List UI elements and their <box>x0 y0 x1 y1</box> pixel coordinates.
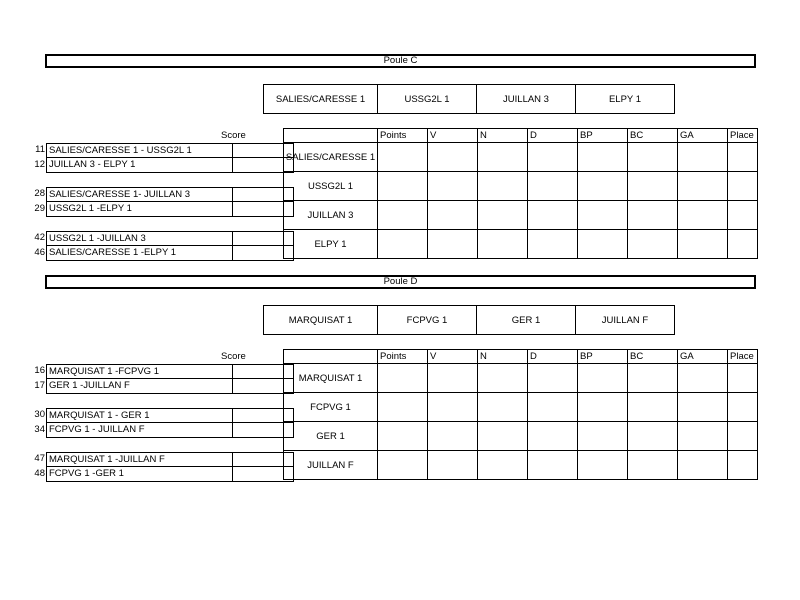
column-header: Place <box>728 129 758 143</box>
team-name: FCPVG 1 <box>284 393 378 422</box>
match-label: FCPVG 1 -GER 1 <box>46 467 233 482</box>
stat-cell[interactable] <box>628 143 678 172</box>
match-row <box>31 423 264 438</box>
stat-cell[interactable] <box>378 364 428 393</box>
standings-row <box>284 364 758 393</box>
stat-cell[interactable] <box>428 393 478 422</box>
teams-header <box>263 305 675 335</box>
stat-cell[interactable] <box>578 422 628 451</box>
column-header: D <box>528 350 578 364</box>
column-header: BC <box>628 350 678 364</box>
stat-cell[interactable] <box>428 143 478 172</box>
standings-corner <box>284 129 378 143</box>
stat-cell[interactable] <box>428 422 478 451</box>
column-header: GA <box>678 129 728 143</box>
pool-d <box>0 221 800 521</box>
team-header-cell: USSG2L 1 <box>378 85 477 114</box>
match-row <box>31 158 264 173</box>
match-number: 28 <box>34 188 45 199</box>
column-header: BP <box>578 129 628 143</box>
stat-cell[interactable] <box>678 393 728 422</box>
stat-cell[interactable] <box>678 172 728 201</box>
match-label: USSG2L 1 -ELPY 1 <box>46 202 233 217</box>
match-number: 42 <box>34 232 45 243</box>
match-label: FCPVG 1 - JUILLAN F <box>46 423 233 438</box>
match-number: 17 <box>34 380 45 391</box>
match-number: 29 <box>34 203 45 214</box>
stat-cell[interactable] <box>578 451 628 480</box>
match-label: GER 1 -JUILLAN F <box>46 379 233 394</box>
standings-table <box>283 349 758 480</box>
stat-cell[interactable] <box>528 451 578 480</box>
match-label: MARQUISAT 1 -FCPVG 1 <box>46 364 233 379</box>
match-number: 47 <box>34 453 45 464</box>
stat-cell[interactable] <box>728 364 758 393</box>
match-row <box>31 452 264 467</box>
match-label: JUILLAN 3 - ELPY 1 <box>46 158 233 173</box>
column-header: GA <box>678 350 728 364</box>
match-label: MARQUISAT 1 - GER 1 <box>46 408 233 423</box>
team-name: USSG2L 1 <box>284 172 378 201</box>
match-number: 46 <box>34 247 45 258</box>
column-header: N <box>478 129 528 143</box>
pool-title: Poule C <box>45 54 756 68</box>
team-header-cell: JUILLAN 3 <box>477 85 576 114</box>
stat-cell[interactable] <box>528 393 578 422</box>
match-label: SALIES/CARESSE 1- JUILLAN 3 <box>46 187 233 202</box>
stat-cell[interactable] <box>728 172 758 201</box>
pool-title: Poule D <box>45 275 756 289</box>
column-header: Points <box>378 350 428 364</box>
stat-cell[interactable] <box>628 422 678 451</box>
standings-row <box>284 451 758 480</box>
match-number: 16 <box>34 365 45 376</box>
stat-cell[interactable] <box>478 172 528 201</box>
stat-cell[interactable] <box>478 422 528 451</box>
stat-cell[interactable] <box>528 172 578 201</box>
stat-cell[interactable] <box>428 451 478 480</box>
column-header: BP <box>578 350 628 364</box>
teams-header <box>263 84 675 114</box>
team-name: SALIES/CARESSE 1 <box>284 143 378 172</box>
stat-cell[interactable] <box>378 422 428 451</box>
stat-cell[interactable] <box>678 422 728 451</box>
match-number: 11 <box>35 144 45 155</box>
column-header: V <box>428 350 478 364</box>
team-header-cell: ELPY 1 <box>576 85 675 114</box>
match-number: 34 <box>34 424 45 435</box>
match-number: 12 <box>34 159 45 170</box>
match-row <box>31 379 264 394</box>
team-name: ELPY 1 <box>284 230 378 259</box>
team-header-cell: MARQUISAT 1 <box>264 306 378 335</box>
score-label: Score <box>221 130 246 141</box>
standings-row <box>284 172 758 201</box>
stat-cell[interactable] <box>428 172 478 201</box>
match-label: MARQUISAT 1 -JUILLAN F <box>46 452 233 467</box>
stat-cell[interactable] <box>678 143 728 172</box>
standings-corner <box>284 350 378 364</box>
stat-cell[interactable] <box>528 364 578 393</box>
stat-cell[interactable] <box>728 393 758 422</box>
match-label: USSG2L 1 -JUILLAN 3 <box>46 231 233 246</box>
match-row <box>31 408 264 423</box>
stat-cell[interactable] <box>478 364 528 393</box>
stat-cell[interactable] <box>628 451 678 480</box>
match-row <box>31 187 264 202</box>
column-header: Place <box>728 350 758 364</box>
team-name: MARQUISAT 1 <box>284 364 378 393</box>
team-header-cell: SALIES/CARESSE 1 <box>264 85 378 114</box>
match-number: 48 <box>34 468 45 479</box>
standings-row <box>284 393 758 422</box>
team-name: JUILLAN F <box>284 451 378 480</box>
stat-cell[interactable] <box>528 422 578 451</box>
standings-row <box>284 143 758 172</box>
stat-cell[interactable] <box>378 172 428 201</box>
stat-cell[interactable] <box>578 143 628 172</box>
team-name: GER 1 <box>284 422 378 451</box>
match-row <box>31 202 264 217</box>
match-label: SALIES/CARESSE 1 -ELPY 1 <box>46 246 233 261</box>
stat-cell[interactable] <box>678 364 728 393</box>
team-header-cell: JUILLAN F <box>576 306 675 335</box>
stat-cell[interactable] <box>728 422 758 451</box>
stat-cell[interactable] <box>578 364 628 393</box>
stat-cell[interactable] <box>678 451 728 480</box>
score-label: Score <box>221 351 246 362</box>
stat-cell[interactable] <box>478 143 528 172</box>
team-header-cell: FCPVG 1 <box>378 306 477 335</box>
stat-cell[interactable] <box>628 393 678 422</box>
match-row <box>31 364 264 379</box>
stat-cell[interactable] <box>528 143 578 172</box>
stat-cell[interactable] <box>428 364 478 393</box>
stat-cell[interactable] <box>378 393 428 422</box>
column-header: N <box>478 350 528 364</box>
match-number: 30 <box>34 409 45 420</box>
column-header: V <box>428 129 478 143</box>
column-header: BC <box>628 129 678 143</box>
standings-row <box>284 422 758 451</box>
column-header: D <box>528 129 578 143</box>
column-header: Points <box>378 129 428 143</box>
stat-cell[interactable] <box>628 364 678 393</box>
match-row <box>31 467 264 482</box>
team-header-cell: GER 1 <box>477 306 576 335</box>
stat-cell[interactable] <box>378 451 428 480</box>
stat-cell[interactable] <box>728 451 758 480</box>
stat-cell[interactable] <box>578 393 628 422</box>
stat-cell[interactable] <box>628 172 678 201</box>
stat-cell[interactable] <box>478 451 528 480</box>
stat-cell[interactable] <box>728 143 758 172</box>
stat-cell[interactable] <box>478 393 528 422</box>
match-label: SALIES/CARESSE 1 - USSG2L 1 <box>46 143 233 158</box>
stat-cell[interactable] <box>378 143 428 172</box>
match-row <box>31 143 264 158</box>
stat-cell[interactable] <box>578 172 628 201</box>
team-name: JUILLAN 3 <box>284 201 378 230</box>
